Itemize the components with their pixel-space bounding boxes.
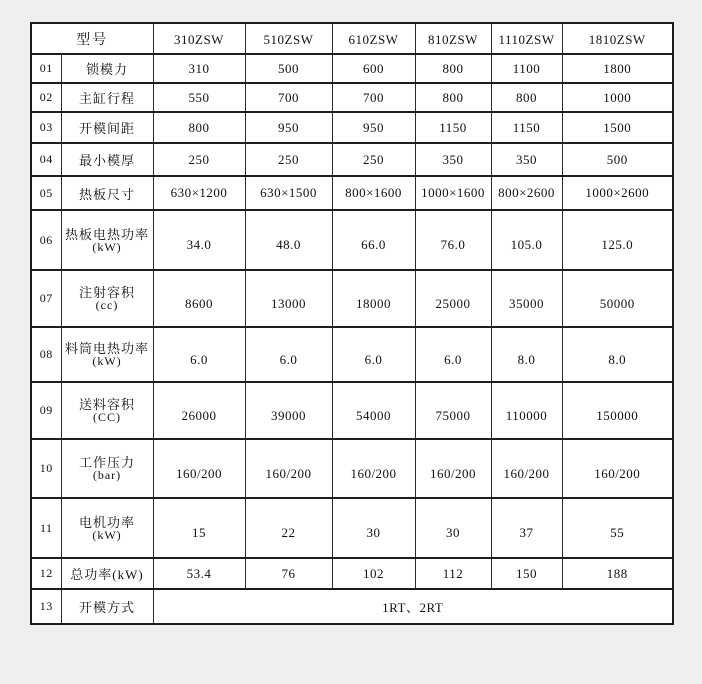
- row-label-text: 热板电热功率: [64, 226, 149, 242]
- value-cell: 30: [332, 498, 415, 558]
- value-cell: 26000: [153, 382, 245, 439]
- row-label: 总功率(kW): [61, 558, 153, 589]
- table-row: [31, 558, 673, 589]
- span-value-cell: 1RT、2RT: [153, 589, 673, 624]
- value-cell: 550: [153, 83, 245, 112]
- model-label-cell: 型号: [31, 23, 153, 54]
- value-cell: 6.0: [415, 327, 491, 382]
- row-label-text: 送料容积: [78, 397, 135, 412]
- value-cell: 8600: [153, 270, 245, 327]
- value-cell: 350: [491, 143, 562, 176]
- row-number: 06: [31, 210, 61, 270]
- row-number: 05: [31, 176, 61, 210]
- value-cell: 105.0: [491, 210, 562, 270]
- row-number: 13: [31, 589, 61, 624]
- row-label: 热板尺寸: [61, 176, 153, 210]
- value-cell: 25000: [415, 270, 491, 327]
- table-row: [31, 439, 673, 498]
- value-cell: 102: [332, 558, 415, 589]
- model-header-cell: 1110ZSW: [491, 23, 562, 54]
- row-unit: (kW): [92, 527, 122, 542]
- row-label: 锁模力: [61, 54, 153, 83]
- value-cell: 630×1500: [245, 176, 332, 210]
- value-cell: 1150: [491, 112, 562, 143]
- table-row: [31, 143, 673, 176]
- model-header-cell: 510ZSW: [245, 23, 332, 54]
- header-row: [31, 23, 673, 54]
- value-cell: 350: [415, 143, 491, 176]
- value-cell: 50000: [562, 270, 673, 327]
- value-cell: 950: [245, 112, 332, 143]
- value-cell: 112: [415, 558, 491, 589]
- value-cell: 600: [332, 54, 415, 83]
- row-label: 最小模厚: [61, 143, 153, 176]
- table-row: [31, 327, 673, 382]
- value-cell: 30: [415, 498, 491, 558]
- row-number: 04: [31, 143, 61, 176]
- value-cell: 250: [245, 143, 332, 176]
- row-label-text: 电机功率: [78, 514, 135, 530]
- table-row: [31, 54, 673, 83]
- value-cell: 150000: [562, 382, 673, 439]
- value-cell: 700: [332, 83, 415, 112]
- row-number: 10: [31, 439, 61, 498]
- value-cell: 6.0: [153, 327, 245, 382]
- row-label-text: 料筒电热功率: [64, 341, 149, 356]
- row-number: 09: [31, 382, 61, 439]
- value-cell: 950: [332, 112, 415, 143]
- value-cell: 500: [562, 143, 673, 176]
- value-cell: 66.0: [332, 210, 415, 270]
- row-label: [61, 439, 153, 498]
- value-cell: 15: [153, 498, 245, 558]
- value-cell: 160/200: [562, 439, 673, 498]
- row-unit: (cc): [95, 298, 119, 312]
- row-number: 02: [31, 83, 61, 112]
- table-row: [31, 382, 673, 439]
- value-cell: 55: [562, 498, 673, 558]
- value-cell: 700: [245, 83, 332, 112]
- value-cell: 800×2600: [491, 176, 562, 210]
- row-label: [61, 210, 153, 270]
- value-cell: 8.0: [562, 327, 673, 382]
- table-row: [31, 112, 673, 143]
- row-unit: (kW): [92, 354, 122, 368]
- value-cell: 76.0: [415, 210, 491, 270]
- row-number: 11: [31, 498, 61, 558]
- row-number: 07: [31, 270, 61, 327]
- value-cell: 13000: [245, 270, 332, 327]
- value-cell: 54000: [332, 382, 415, 439]
- model-header-cell: 610ZSW: [332, 23, 415, 54]
- row-label: 开模方式: [61, 589, 153, 624]
- value-cell: 1000×1600: [415, 176, 491, 210]
- row-number: 12: [31, 558, 61, 589]
- table-row: [31, 589, 673, 624]
- row-number: 03: [31, 112, 61, 143]
- value-cell: 310: [153, 54, 245, 83]
- value-cell: 800×1600: [332, 176, 415, 210]
- row-label: [61, 270, 153, 327]
- value-cell: 35000: [491, 270, 562, 327]
- spec-table: [30, 22, 674, 625]
- value-cell: 160/200: [245, 439, 332, 498]
- row-unit: (CC): [93, 410, 121, 424]
- value-cell: 22: [245, 498, 332, 558]
- value-cell: 75000: [415, 382, 491, 439]
- value-cell: 37: [491, 498, 562, 558]
- value-cell: 500: [245, 54, 332, 83]
- value-cell: 1800: [562, 54, 673, 83]
- value-cell: 1000: [562, 83, 673, 112]
- row-label: [61, 498, 153, 558]
- value-cell: 76: [245, 558, 332, 589]
- value-cell: 1150: [415, 112, 491, 143]
- value-cell: 125.0: [562, 210, 673, 270]
- value-cell: 8.0: [491, 327, 562, 382]
- table-row: [31, 498, 673, 558]
- table-row: [31, 83, 673, 112]
- model-header-cell: 1810ZSW: [562, 23, 673, 54]
- table-row: [31, 270, 673, 327]
- value-cell: 150: [491, 558, 562, 589]
- value-cell: 160/200: [332, 439, 415, 498]
- row-label: [61, 382, 153, 439]
- value-cell: 39000: [245, 382, 332, 439]
- row-number: 08: [31, 327, 61, 382]
- row-number: 01: [31, 54, 61, 83]
- value-cell: 34.0: [153, 210, 245, 270]
- value-cell: 630×1200: [153, 176, 245, 210]
- value-cell: 1000×2600: [562, 176, 673, 210]
- row-label-text: 工作压力: [78, 455, 135, 470]
- row-label-text: 注射容积: [78, 285, 135, 300]
- value-cell: 18000: [332, 270, 415, 327]
- value-cell: 6.0: [332, 327, 415, 382]
- table-row: [31, 176, 673, 210]
- value-cell: 800: [491, 83, 562, 112]
- row-label: [61, 327, 153, 382]
- value-cell: 110000: [491, 382, 562, 439]
- value-cell: 6.0: [245, 327, 332, 382]
- row-unit: (kW): [92, 239, 122, 254]
- model-header-cell: 310ZSW: [153, 23, 245, 54]
- row-label: 主缸行程: [61, 83, 153, 112]
- value-cell: 800: [415, 54, 491, 83]
- table-row: [31, 210, 673, 270]
- model-header-cell: 810ZSW: [415, 23, 491, 54]
- value-cell: 250: [332, 143, 415, 176]
- value-cell: 160/200: [415, 439, 491, 498]
- value-cell: 1500: [562, 112, 673, 143]
- value-cell: 48.0: [245, 210, 332, 270]
- value-cell: 160/200: [491, 439, 562, 498]
- value-cell: 1100: [491, 54, 562, 83]
- value-cell: 188: [562, 558, 673, 589]
- value-cell: 800: [153, 112, 245, 143]
- value-cell: 250: [153, 143, 245, 176]
- row-unit: (bar): [92, 468, 122, 482]
- value-cell: 800: [415, 83, 491, 112]
- value-cell: 160/200: [153, 439, 245, 498]
- value-cell: 53.4: [153, 558, 245, 589]
- row-label: 开模间距: [61, 112, 153, 143]
